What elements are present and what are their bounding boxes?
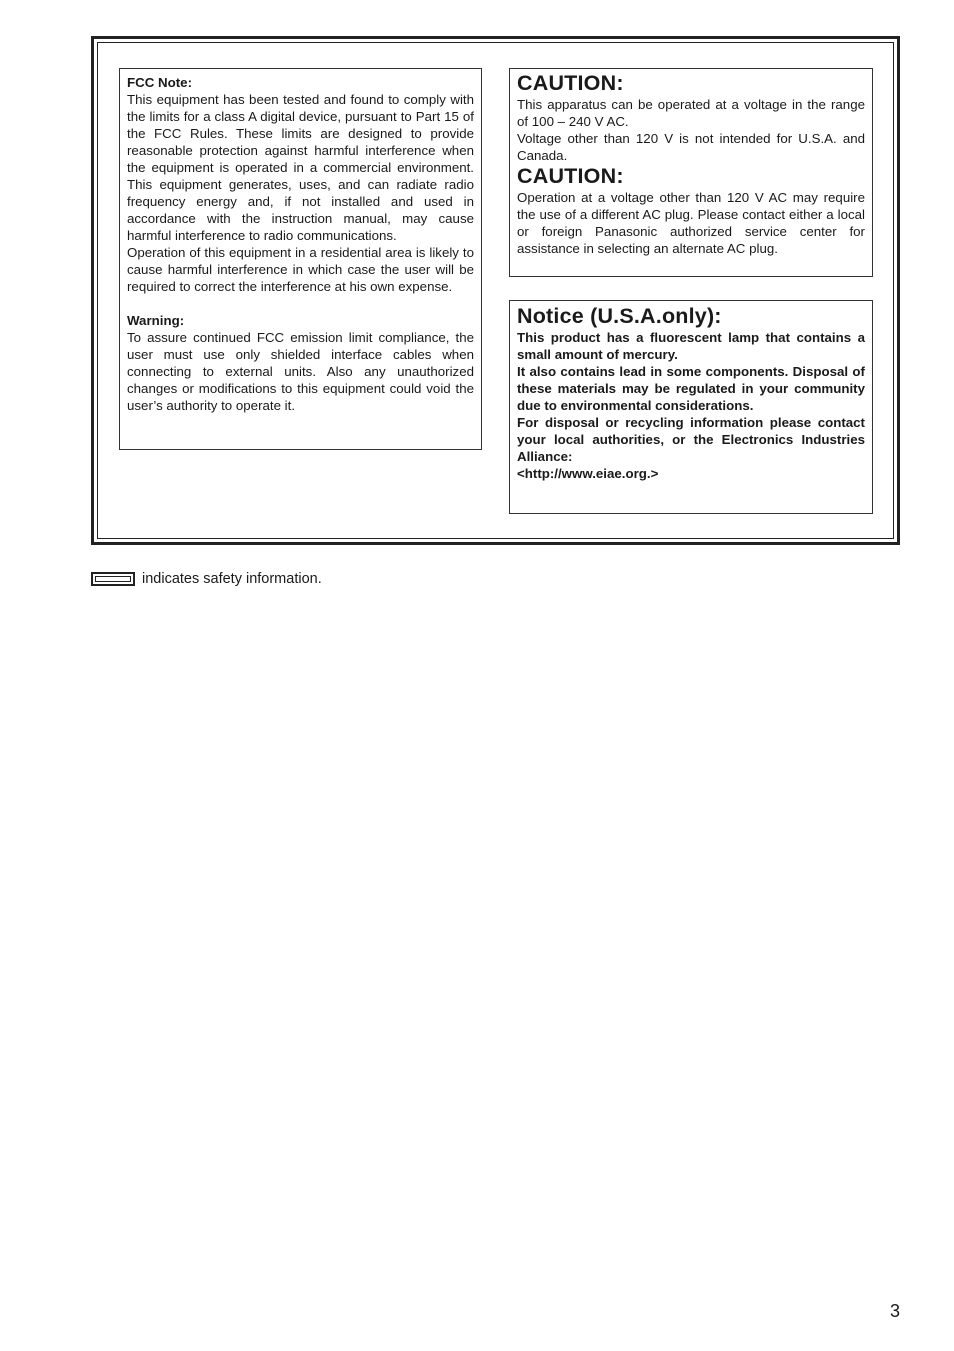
fcc-note-paragraph-2: Operation of this equipment in a residential area is likely to cause harmful interference in which case the user will be required to correct the interference at his own expense. bbox=[127, 245, 474, 294]
notice-url: <http://www.eiae.org.> bbox=[517, 466, 659, 481]
warning-text: To assure continued FCC emission limit compliance, the user must use only shielded interface cables when connecting to external units. Also any unauthorized changes or modifications to this equipment could void the user’s authority to operate it. bbox=[127, 330, 474, 413]
notice-text-2: It also contains lead in some components. Disposal of these materials may be regulated in your community due to environmental considerations. bbox=[517, 364, 865, 413]
page-number: 3 bbox=[889, 1301, 900, 1321]
fcc-note-heading: FCC Note: bbox=[127, 75, 192, 90]
caution-text-1a: This apparatus can be operated at a voltage in the range of 100 – 240 V AC. bbox=[517, 97, 865, 129]
caution-heading-2: CAUTION: bbox=[517, 164, 624, 188]
fcc-note-paragraph-1: This equipment has been tested and found to comply with the limits for a class A digital device, pursuant to Part 15 of the FCC Rules. These limits are designed to provide reasonable protection against harmful interference when the equipment is operated in a commercial environment. This equipment generates, uses, and can radiate radio frequency energy and, if not installed and used in accordance with the instruction manual, may cause harmful interference to radio communications. bbox=[127, 92, 474, 243]
notice-text-3: For disposal or recycling information please contact your local authorities, or the Electronics Industries Alliance: bbox=[517, 415, 865, 464]
notice-heading: Notice (U.S.A.only): bbox=[517, 304, 722, 328]
safety-legend bbox=[91, 570, 322, 588]
legend-text: indicates safety information. bbox=[142, 571, 322, 587]
fcc-note-box bbox=[119, 68, 482, 450]
caution-heading-1: CAUTION: bbox=[517, 71, 624, 95]
spacer bbox=[127, 295, 474, 312]
caution-box bbox=[509, 68, 873, 277]
notice-box bbox=[509, 300, 873, 514]
caution-text-1b: Voltage other than 120 V is not intended for U.S.A. and Canada. bbox=[517, 131, 865, 163]
notice-text-1: This product has a fluorescent lamp that contains a small amount of mercury. bbox=[517, 330, 865, 362]
double-frame-icon bbox=[91, 572, 135, 586]
caution-text-2: Operation at a voltage other than 120 V AC may require the use of a different AC plug. Please contact either a local or foreign Panasonic authorized service center for assistance in selecting an alternate AC plug. bbox=[517, 190, 865, 256]
warning-heading: Warning: bbox=[127, 313, 185, 328]
